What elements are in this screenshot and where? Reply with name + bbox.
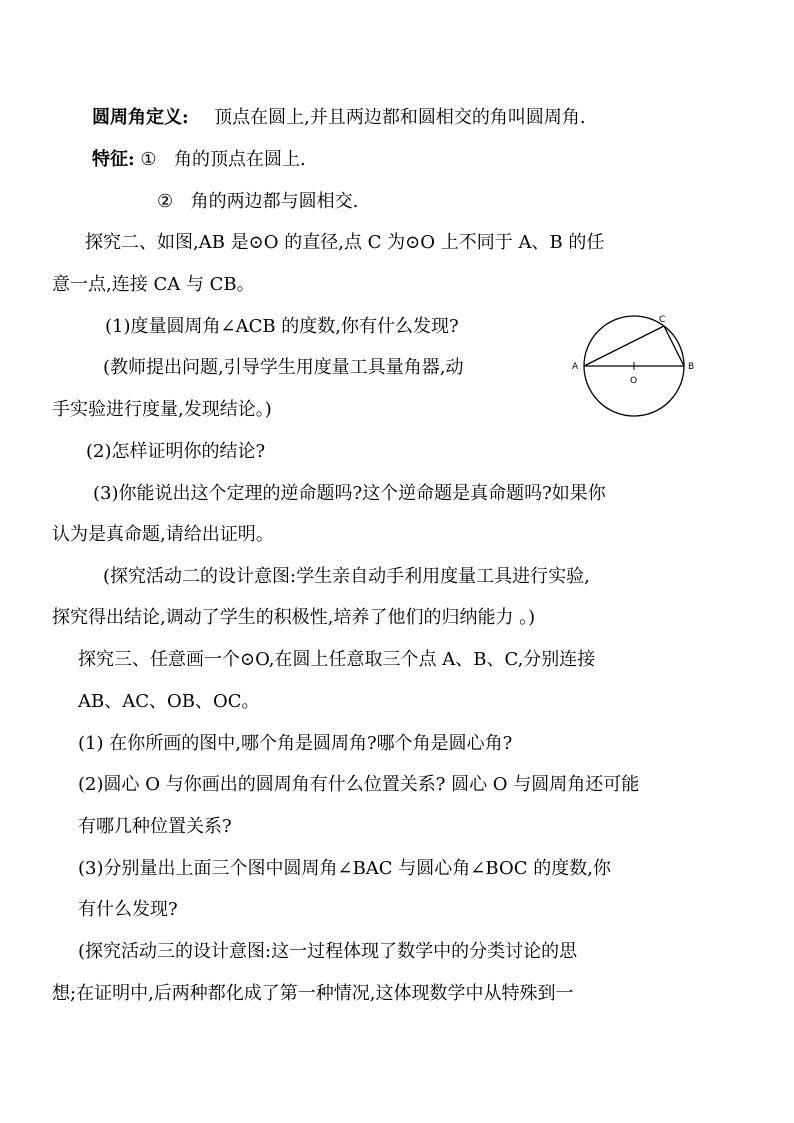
circle-diagram xyxy=(568,310,708,430)
features-label: 特征: xyxy=(92,149,135,170)
label-c: C xyxy=(659,315,666,325)
label-b: B xyxy=(688,362,695,372)
explore3-design-intent-line-1: (探究活动三的设计意图:这一过程体现了数学中的分类讨论的思 xyxy=(78,941,578,962)
explore3-question-1: (1) 在你所画的图中,哪个角是圆周角?哪个角是圆心角? xyxy=(78,733,513,754)
feature-2-text: 角的两边都与圆相交. xyxy=(190,191,359,212)
explore2-teacher-note-line-2: 手实验进行度量,发现结论。) xyxy=(52,399,272,420)
explore2-question-2: (2)怎样证明你的结论? xyxy=(86,441,266,462)
features-line-2 xyxy=(157,190,358,214)
feature-1-number: ① xyxy=(140,149,157,170)
explore3-design-intent-line-2: 想;在证明中,后两种都化成了第一种情况,这体现数学中从特殊到一 xyxy=(52,983,574,1004)
explore2-design-intent-line-2: 探究得出结论,调动了学生的积极性,培养了他们的归纳能力 。) xyxy=(52,607,536,628)
explore3-question-2-line-2: 有哪几种位置关系? xyxy=(78,816,232,837)
explore3-question-2-line-1: (2)圆心 O 与你画出的圆周角有什么位置关系? 圆心 O 与圆周角还可能 xyxy=(78,774,640,795)
explore2-question-3-line-2: 认为是真命题,请给出证明。 xyxy=(52,524,274,545)
explore3-intro-line-1: 探究三、任意画一个⊙O,在圆上任意取三个点 A、B、C,分别连接 xyxy=(78,649,596,670)
explore2-teacher-note-line-1: (教师提出问题,引导学生用度量工具量角器,动 xyxy=(103,357,464,378)
explore2-intro-line-1: 探究二、如图,AB 是⊙O 的直径,点 C 为⊙O 上不同于 A、B 的任 xyxy=(85,232,605,253)
label-a: A xyxy=(572,362,579,372)
label-o: O xyxy=(630,376,638,386)
chord-ac xyxy=(584,326,664,366)
explore2-design-intent-line-1: (探究活动二的设计意图:学生亲自动手利用度量工具进行实验, xyxy=(103,566,590,587)
explore2-question-3-line-1: (3)你能说出这个定理的逆命题吗?这个逆命题是真命题吗?如果你 xyxy=(93,483,606,504)
definition-line xyxy=(92,106,586,130)
definition-text: 顶点在圆上,并且两边都和圆相交的角叫圆周角. xyxy=(214,107,586,128)
explore3-question-3-line-1: (3)分别量出上面三个图中圆周角∠BAC 与圆心角∠BOC 的度数,你 xyxy=(78,858,611,879)
explore3-question-3-line-2: 有什么发现? xyxy=(78,899,178,920)
chord-cb xyxy=(664,326,684,366)
explore2-question-1: (1)度量圆周角∠ACB 的度数,你有什么发现? xyxy=(105,316,459,337)
explore2-intro-line-2: 意一点,连接 CA 与 CB。 xyxy=(52,274,255,295)
features-line-1 xyxy=(92,148,306,172)
feature-2-number: ② xyxy=(157,191,174,212)
explore3-intro-line-2: AB、AC、OB、OC。 xyxy=(78,691,260,712)
definition-label: 圆周角定义: xyxy=(92,107,189,128)
feature-1-text: 角的顶点在圆上. xyxy=(174,149,306,170)
